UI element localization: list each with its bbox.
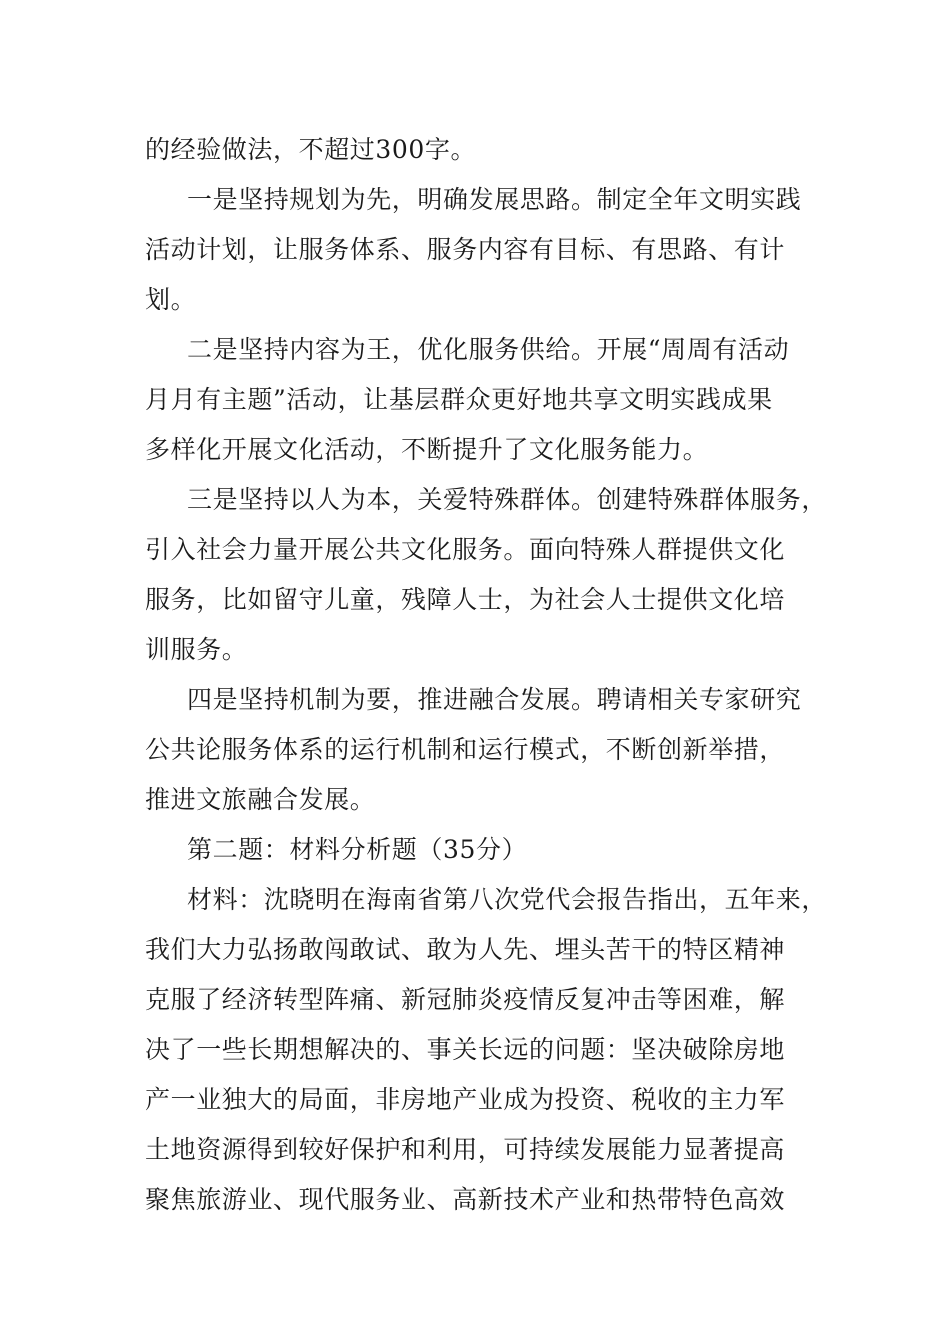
text-line: 的经验做法，不超过300字。 <box>145 135 477 164</box>
text-line: 训服务。 <box>145 635 248 664</box>
text-line: 公共论服务体系的运行机制和运行模式，不断创新举措， <box>145 735 786 764</box>
text-line: 月月有主题”活动，让基层群众更好地共享文明实践成果 <box>145 385 773 414</box>
text-line: 土地资源得到较好保护和利用，可持续发展能力显著提高 <box>145 1135 786 1164</box>
paragraph-start-line: 四是坚持机制为要，推进融合发展。聘请相关专家研究 <box>187 685 802 714</box>
text-line: 多样化开展文化活动，不断提升了文化服务能力。 <box>145 435 709 464</box>
text-line: 产一业独大的局面，非房地产业成为投资、税收的主力军 <box>145 1085 786 1114</box>
text-line: 聚焦旅游业、现代服务业、高新技术产业和热带特色高效 <box>145 1185 786 1214</box>
text-line: 推进文旅融合发展。 <box>145 785 376 814</box>
paragraph-start-line: 材料：沈晓明在海南省第八次党代会报告指出，五年来， <box>187 885 828 914</box>
section-heading: 第二题：材料分析题（35分） <box>187 835 528 864</box>
document-body <box>145 125 835 1225</box>
text-line: 我们大力弘扬敢闯敢试、敢为人先、埋头苦干的特区精神 <box>145 935 786 964</box>
paragraph-start-line: 二是坚持内容为王，优化服务供给。开展“周周有活动 <box>187 335 790 364</box>
text-line: 划。 <box>145 285 197 314</box>
text-line: 引入社会力量开展公共文化服务。面向特殊人群提供文化 <box>145 535 786 564</box>
paragraph-start-line: 一是坚持规划为先，明确发展思路。制定全年文明实践 <box>187 185 802 214</box>
text-line: 服务，比如留守儿童，残障人士，为社会人士提供文化培 <box>145 585 786 614</box>
text-line: 决了一些长期想解决的、事关长远的问题：坚决破除房地 <box>145 1035 786 1064</box>
text-line: 活动计划，让服务体系、服务内容有目标、有思路、有计 <box>145 235 786 264</box>
paragraph-start-line: 三是坚持以人为本，关爱特殊群体。创建特殊群体服务， <box>187 485 828 514</box>
text-line: 克服了经济转型阵痛、新冠肺炎疫情反复冲击等困难，解 <box>145 985 786 1014</box>
